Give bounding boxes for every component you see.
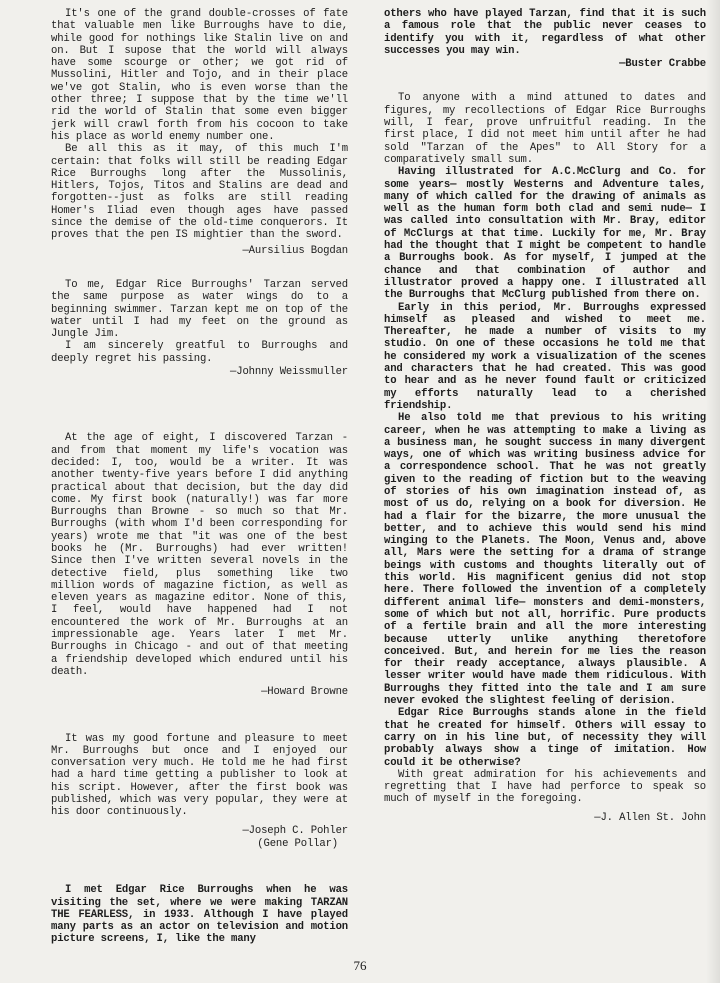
weissmuller-tribute bbox=[51, 279, 348, 378]
paragraph: others who have played Tarzan, find that it is such a famous role that the public never ceases to identify you with it, regardless of what other successes you may win. bbox=[384, 8, 706, 57]
signature-weissmuller: —Johnny Weissmuller bbox=[230, 366, 348, 379]
page-edge-shadow bbox=[706, 0, 720, 983]
st-john-tribute bbox=[384, 92, 706, 824]
paragraph: Having illustrated for A.C.McClurg and Co. for some years— mostly Westerns and Adventure tales, many of which called for the drawing of animals as well as the human form both clad and semi nude— I was called into consultation with Mr. Bray, editor of McClurgs at that time. Luckily for me, Mr. Bray had the thought that I might be competent to handle a Burroughs book. As for myself, I jumped at the chance and that combination of author and illustrator proved a happy one. I illustrated all the Burroughs that McClurg published from there on. bbox=[384, 166, 706, 302]
paragraph: At the age of eight, I discovered Tarzan - and from that moment my life's vocation was decided: I, too, would be a writer. It was another twenty-five years before I did anything practical about that decision, but the day did come. My first book (naturally!) was far more Burroughs than Browne - so much so that Mr. Burroughs (with whom I'd been corresponding for years) wrote me that "it was one of the best books he (Mr. Burroughs) had ever written! Since then I've written several novels in the detective field, plus something like two million words of magazine fiction, as well as eleven years as magazine editor. None of this, I feel, would have happened had I not encountered the work of Mr. Burroughs at an impressionable age. Years later I met Mr. Burroughs in Chicago - and out of that meeting a friendship developed which endured until his death. bbox=[51, 432, 348, 678]
signature-pohler-alias: (Gene Pollar) bbox=[257, 837, 338, 850]
paragraph: With great admiration for his achievements and regretting that I have had perforce to speak so much of myself in the foregoing. bbox=[384, 768, 706, 806]
signature-browne: —Howard Browne bbox=[261, 686, 348, 699]
right-column bbox=[384, 8, 706, 824]
crabbe-tribute-start bbox=[51, 884, 348, 945]
left-column bbox=[51, 8, 348, 946]
browne-tribute bbox=[51, 432, 348, 698]
signature-crabbe: —Buster Crabbe bbox=[619, 58, 706, 71]
signature-st-john: —J. Allen St. John bbox=[594, 811, 706, 824]
paragraph: It's one of the grand double-crosses of fate that valuable men like Burroughs have to die, while good for nothings like Stalin live on and on. But I supose that the world will always have some scourge or other; we got rid of Mussolini, Hitler and Tojo, and in their place we've got Stalin, who is even worse than the other three; I suppose that by the time we'll rid the world of Stalin that some even bigger jerk will crawl forth from his cocoon to take his place as world enemy number one. bbox=[51, 8, 348, 143]
page-number: 76 bbox=[353, 958, 367, 973]
crabbe-tribute-end bbox=[384, 8, 706, 70]
pohler-tribute bbox=[51, 733, 348, 851]
paragraph: Be all this as it may, of this much I'm certain: that folks will still be reading Edgar Rice Burroughs long after the Mussolinis, Hitlers, Tojos, Titos and Stalins are dead and forgotten--just as folks are still reading Homer's Iliad even though ages have passed since the demise of the old-time conquerors. It proves that the pen IS mightier than the sword. bbox=[51, 143, 348, 242]
signature-pohler: —Joseph C. Pohler bbox=[242, 824, 348, 837]
paragraph: Edgar Rice Burroughs stands alone in the field that he created for himself. Others will essay to carry on in his line but, of necessity they will probably always show a tinge of imitation. How could it be otherwise? bbox=[384, 707, 706, 769]
paragraph: He also told me that previous to his writing career, when he was attempting to make a living as a business man, he sought success in many divergent ways, one of which was writing business advice for a correspondence school. That he was not greatly given to the reading of fiction but to the weaving of stories of his own imagination instead of, as most of us do, relying on a book for diversion. He had a flair for the bizarre, the more unusual the better, and to achieve this would send his mind winging to the Planets. The Moon, Venus and, above all, Mars were the setting for a drama of strange beings with customs and thoughts literally out of this world. His magnificent genius did not stop here. There followed the invention of a completely different animal life— monsters and demi-monsters, some of which but not all, horrific. Pure products of a fertile brain and all the more interesting because utterly unlike anything theretofore conceived. But, and herein for me lies the reason for their ready acceptance, always plausible. A lesser writer would have made them ridiculous. With Burroughs they fitted into the tale and I am sure never evoked the slightest feeling of derision. bbox=[384, 412, 706, 708]
paragraph: To me, Edgar Rice Burroughs' Tarzan served the same purpose as water wings do to a beginning swimmer. Tarzan kept me on top of the water until I had my feet on the ground as Jungle Jim. bbox=[51, 278, 348, 341]
signature-bogdan: —Aursilius Bogdan bbox=[242, 244, 348, 257]
bogdan-tribute bbox=[51, 8, 348, 257]
paragraph: I met Edgar Rice Burroughs when he was visiting the set, where we were making TARZAN THE FEARLESS, in 1933. Although I have played many parts as an actor on television and motion picture screens, I, like the many bbox=[51, 884, 348, 946]
paragraph: To anyone with a mind attuned to dates and figures, my recollections of Edgar Rice Burroughs will, I fear, prove unfruitful reading. In the first place, I did not meet him until after he had sold "Tarzan of the Apes" to All Story for a comparatively small sum. bbox=[384, 92, 706, 166]
paragraph: Early in this period, Mr. Burroughs expressed himself as pleased and wished to meet me. Thereafter, he made a number of visits to my studio. On one of these occasions he told me that he considered my work a visualization of the scenes and characters that he had created. This was good to hear and as he never found fault or criticized my efforts naturally lead to a cherished friendship. bbox=[384, 301, 706, 412]
paragraph: It was my good fortune and pleasure to meet Mr. Burroughs but once and I enjoyed our conversation very much. He told me he had first had a hard time getting a publisher to look at his script. However, after the first book was published, which was very popular, they were at his door continuously. bbox=[51, 732, 348, 819]
paragraph: I am sincerely greatful to Burroughs and deeply regret his passing. bbox=[51, 340, 348, 365]
